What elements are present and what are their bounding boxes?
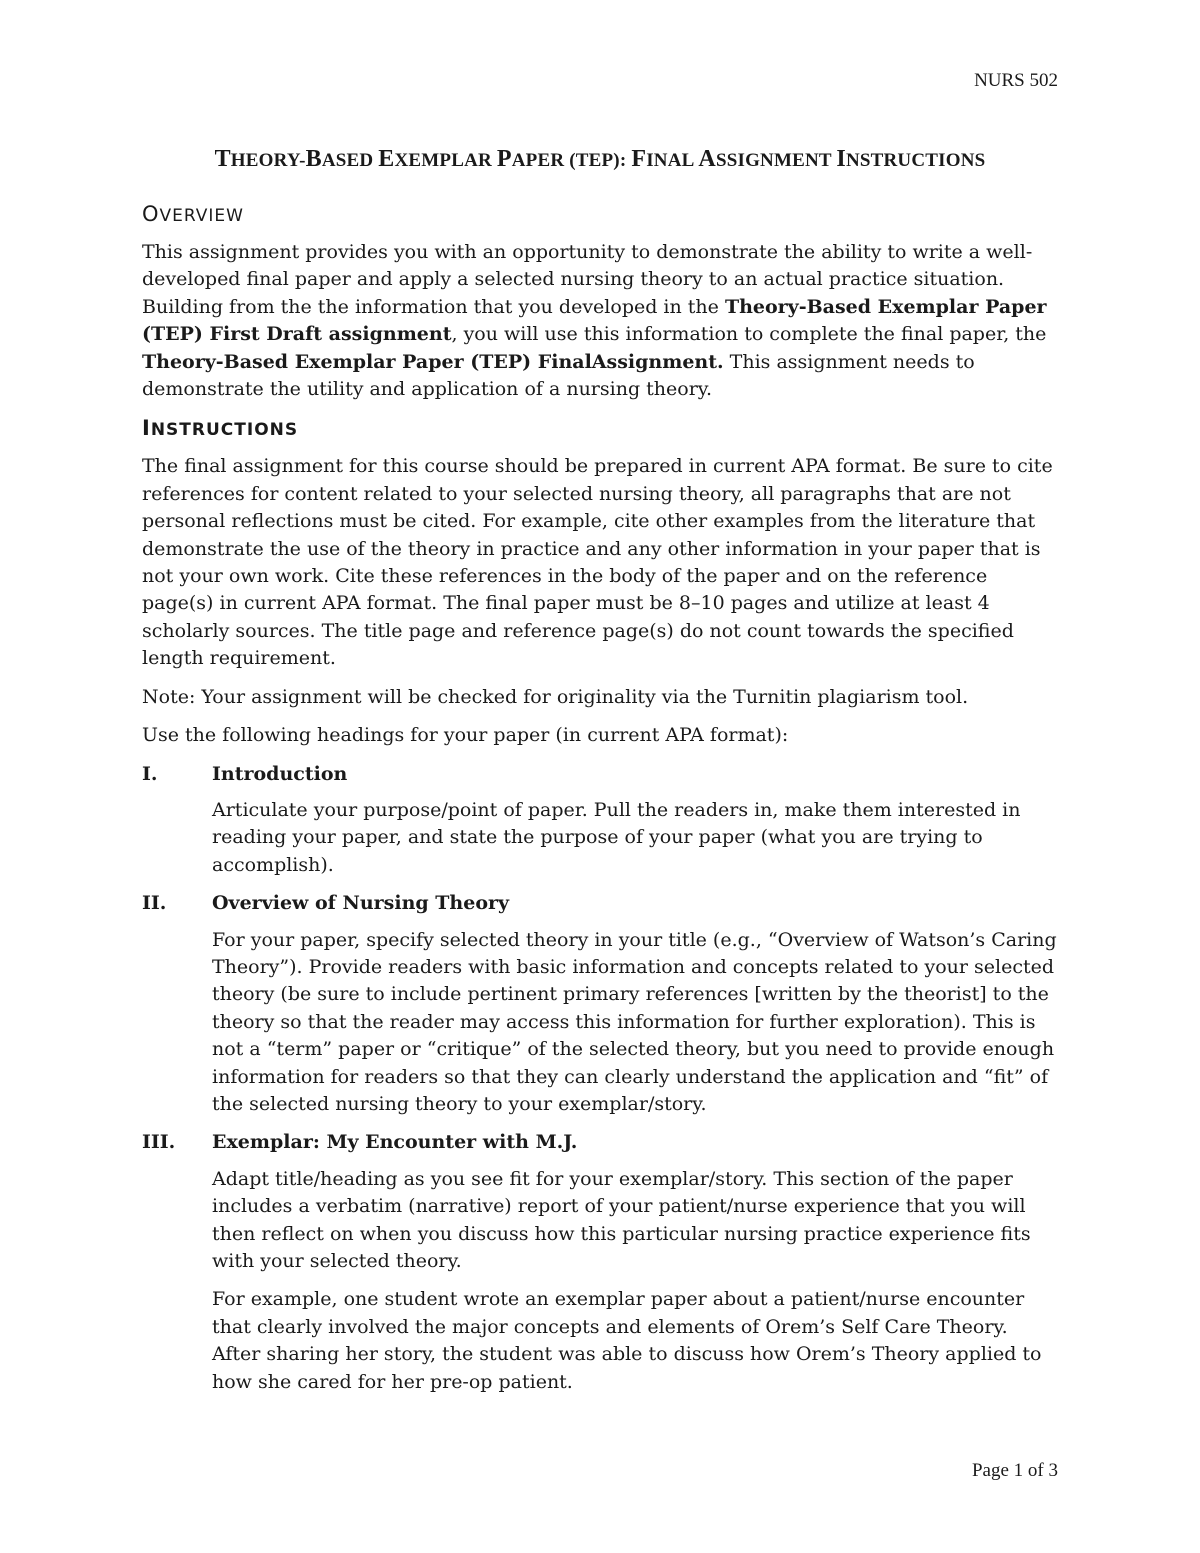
instructions-heading <box>142 414 1060 444</box>
section-heading <box>142 761 1060 788</box>
page-number: Page 1 of 3 <box>971 1460 1058 1481</box>
title-part: SSIGNMENT <box>715 150 837 171</box>
section-paragraph: Adapt title/heading as you see fit for your exemplar/story. This section of the paper includes a verbatim (narrative) report of your patient/nurse experience that you will then reflect on when you discuss how this particular nursing practice experience fits with your selected theory. <box>212 1167 1031 1272</box>
document-title <box>0 146 1200 173</box>
section-number: II. <box>142 892 167 915</box>
section-body <box>212 797 1060 879</box>
section-number: III. <box>142 1131 176 1154</box>
title-part: XEMPLAR <box>394 150 497 171</box>
title-part: HEORY <box>230 150 300 171</box>
document-body <box>142 200 1060 1407</box>
course-code: NURS 502 <box>974 70 1058 91</box>
section-title: Exemplar: My Encounter with M.J. <box>212 1131 578 1154</box>
section-title: Introduction <box>212 762 348 785</box>
section-paragraph: For your paper, specify selected theory in your title (e.g., “Overview of Watson’s Caring Theory”). Provide readers with basic information and concepts related to your selected theory (be sure to include pertinent primary references [written by the theorist] to the theory so that the reader may access this information for further exploration). This is not a “term” paper or “critique” of the selected theory, but you need to provide enough information for readers so that they can clearly understand the application and “fit” of the selected nursing theory to your exemplar/story. <box>212 928 1057 1115</box>
section-body <box>212 927 1060 1119</box>
bold-text: Theory-Based Exemplar Paper (TEP) First Draft assignment <box>142 295 1047 346</box>
section-number: I. <box>142 762 158 785</box>
title-part: I <box>836 146 846 172</box>
bold-text: Theory-Based Exemplar Paper (TEP) FinalAssignment. <box>142 350 724 373</box>
section-heading <box>142 890 1060 917</box>
title-part: - <box>299 150 306 171</box>
title-part: F <box>631 146 647 172</box>
overview-paragraph <box>142 239 1060 403</box>
title-part: INAL <box>646 150 699 171</box>
section-body <box>212 1166 1060 1396</box>
heading-rest: VERVIEW <box>159 206 244 226</box>
title-part: E <box>378 146 395 172</box>
section-paragraph: Articulate your purpose/point of paper. Pull the readers in, make them interested in reading your paper, and state the purpose of your paper (what you are trying to accomplish). <box>212 798 1021 876</box>
text-run: This assignment needs to demonstrate the utility and application of a nursing theory. <box>142 350 975 401</box>
text-run: This assignment provides you with an opportunity to demonstrate the ability to write a well-developed final paper and apply a selected nursing theory to an actual practice situation. Building from the the information that you developed in the <box>142 241 1033 318</box>
heading-initial: O <box>142 202 160 226</box>
heading-initial: I <box>142 416 151 441</box>
title-part: A <box>698 146 716 172</box>
title-part: NSTRUCTIONS <box>845 150 986 171</box>
instructions-paragraph: The final assignment for this course should be prepared in current APA format. Be sure to cite references for content related to your selected nursing theory, all paragraphs that are not personal reflections must be cited. For example, cite other examples from the literature that demonstrate the use of the theory in practice and any other information in your paper that is not your own work. Cite these references in the body of the paper and on the reference page(s) in current APA format. The final paper must be 8–10 pages and utilize at least 4 scholarly sources. The title page and reference page(s) do not count towards the specified length requirement. <box>142 455 1053 670</box>
title-part: P <box>496 146 512 172</box>
heading-rest: NSTRUCTIONS <box>150 420 299 441</box>
title-part: T <box>214 146 231 172</box>
overview-heading <box>142 200 1060 230</box>
title-part: APER (TEP): <box>511 150 632 171</box>
section-paragraph: For example, one student wrote an exemplar paper about a patient/nurse encounter that clearly involved the major concepts and elements of Orem’s Self Care Theory. After sharing her story, the student was able to discuss how Orem’s Theory applied to how she cared for her pre-op patient. <box>212 1288 1042 1393</box>
section-heading <box>142 1129 1060 1156</box>
section-title: Overview of Nursing Theory <box>212 892 510 915</box>
text-run: , you will use this information to complete the final paper, the <box>451 323 1047 346</box>
title-part: B <box>305 146 322 172</box>
title-part: ASED <box>321 150 379 171</box>
originality-note: Note: Your assignment will be checked for originality via the Turnitin plagiarism tool. <box>142 685 969 708</box>
headings-intro: Use the following headings for your paper (in current APA format): <box>142 724 789 747</box>
